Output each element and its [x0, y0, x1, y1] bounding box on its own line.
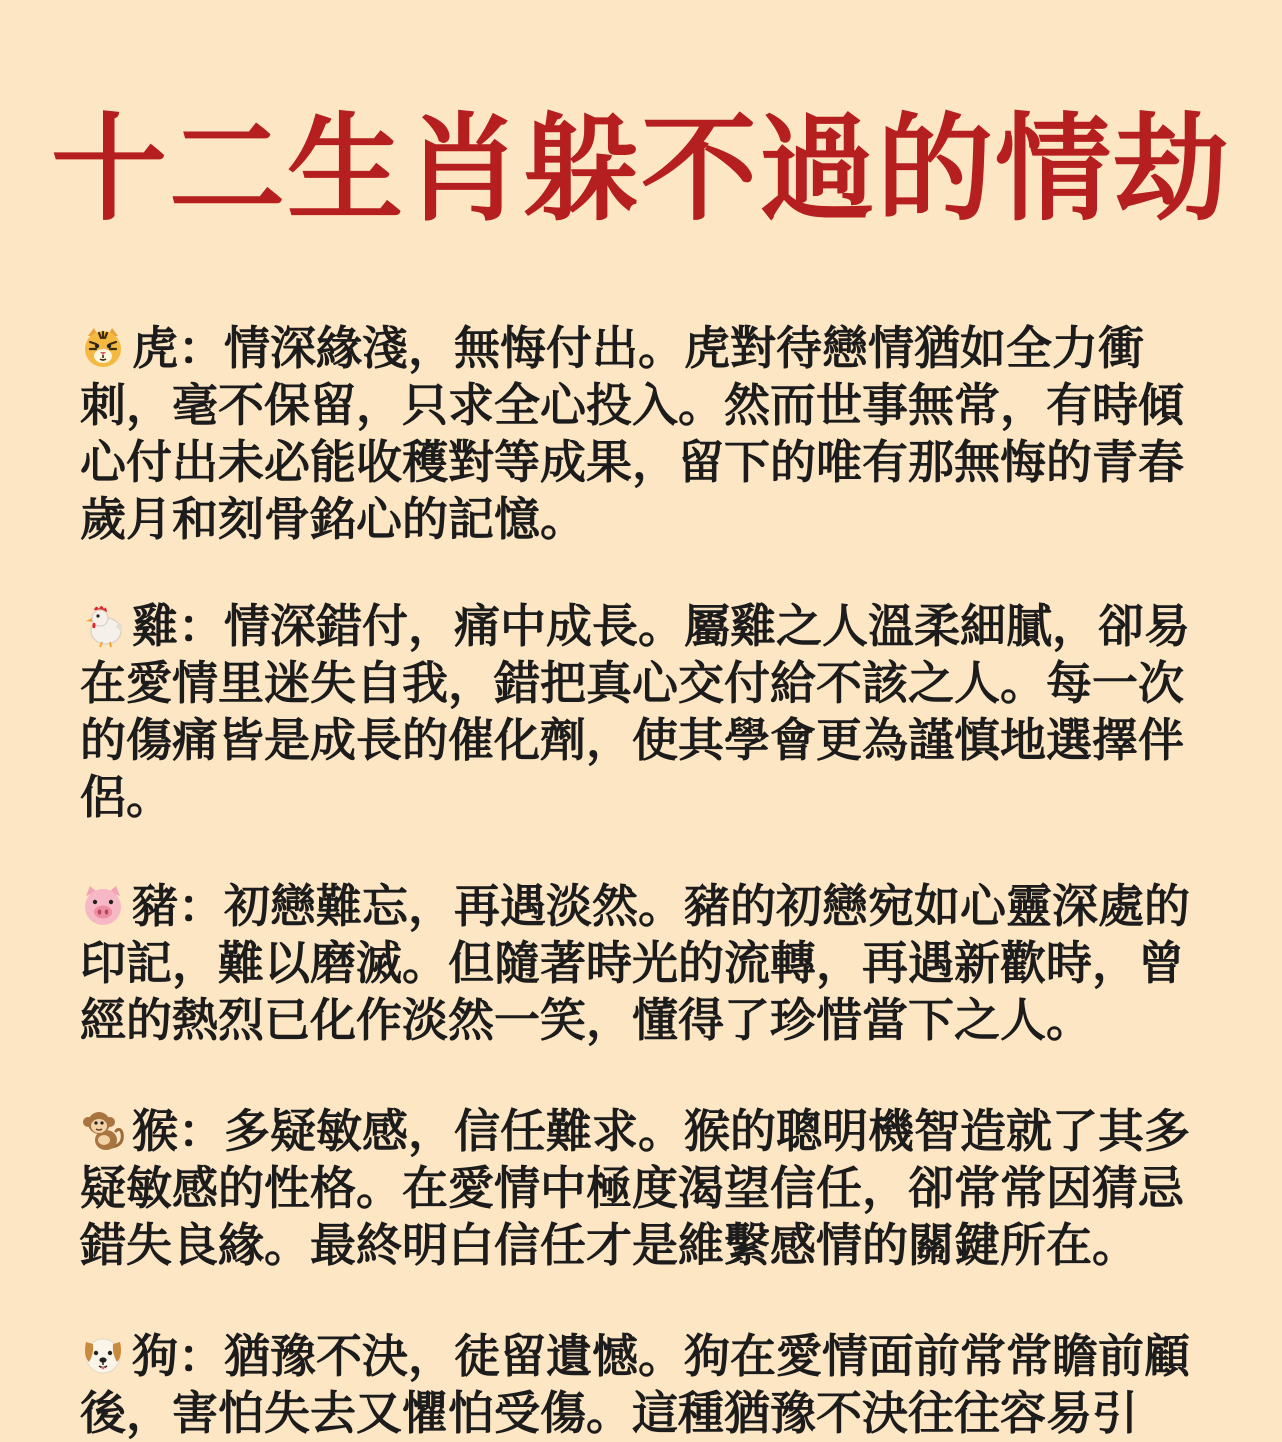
entry-text: 猴：多疑敏感，信任難求。猴的聰明機智造就了其多疑敏感的性格。在愛情中極度渴望信任，卻常常因猜忌錯失良緣。最終明白信任才是維繫感情的關鍵所在。 [80, 1104, 1190, 1272]
zodiac-entry-pig [80, 878, 1210, 1049]
zodiac-entry-monkey [80, 1103, 1210, 1274]
zodiac-entry-tiger [80, 320, 1210, 548]
entry-text: 虎：情深緣淺，無悔付出。虎對待戀情猶如全力衝刺，毫不保留，只求全心投入。然而世事無常，有時傾心付出未必能收穫對等成果，留下的唯有那無悔的青春歲月和刻骨銘心的記憶。 [80, 321, 1184, 546]
entry-text: 狗：猶豫不決，徒留遺憾。狗在愛情面前常常瞻前顧後，害怕失去又懼怕受傷。這種猶豫不決往往容易引 [80, 1329, 1190, 1440]
entry-text: 雞：情深錯付，痛中成長。屬雞之人溫柔細膩，卻易在愛情里迷失自我，錯把真心交付給不該之人。每一次的傷痛皆是成長的催化劑，使其學會更為謹慎地選擇伴侶。 [80, 599, 1190, 824]
page-title: 十二生肖躲不過的情劫 [51, 102, 1231, 237]
monkey-icon [80, 1107, 126, 1153]
tiger-face-icon [80, 324, 126, 370]
entry-text: 豬：初戀難忘，再遇淡然。豬的初戀宛如心靈深處的印記，難以磨滅。但隨著時光的流轉，再遇新歡時，曾經的熱烈已化作淡然一笑，懂得了珍惜當下之人。 [80, 879, 1190, 1047]
pig-face-icon [80, 882, 126, 928]
zodiac-entry-dog [80, 1328, 1210, 1442]
rooster-icon [80, 602, 126, 648]
zodiac-entry-rooster [80, 598, 1210, 826]
dog-face-icon [80, 1332, 126, 1378]
